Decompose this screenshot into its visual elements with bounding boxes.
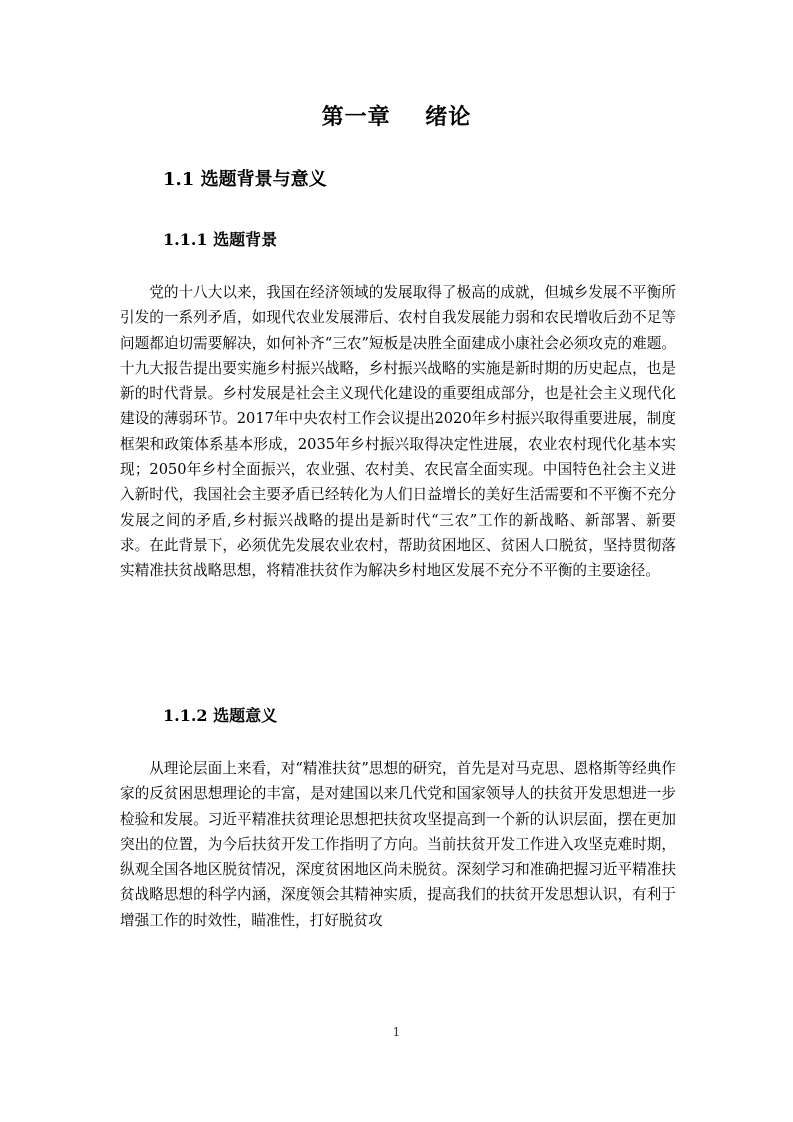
paragraph-background: 党的十八大以来，我国在经济领域的发展取得了极高的成就，但城乡发展不平衡所引发的一系列矛盾，如现代农业发展滞后、农村自我发展能力弱和农民增收后劲不足等问题都迫切需要解决，如何补齐“三农”短板是决胜全面建成小康社会必须攻克的难题。十九大报告提出要实施乡村振兴战略，乡村振兴战略的实施是新时期的历史起点，也是新的时代背景。乡村发展是社会主义现代化建设的重要组成部分，也是社会主义现代化建设的薄弱环节。2017年中央农村工作会议提出2020年乡村振兴取得重要进展，制度框架和政策体系基本形成，2035年乡村振兴取得决定性进展，农业农村现代化基本实现；2050年乡村全面振兴，农业强、农村美、农民富全面实现。中国特色社会主义进入新时代，我国社会主要矛盾已经转化为人们日益增长的美好生活需要和不平衡不充分发展之间的矛盾,乡村振兴战略的提出是新时代“三农”工作的新战略、新部署、新要求。在此背景下，必须优先发展农业农村，帮助贫困地区、贫困人口脱贫，坚持贯彻落实精准扶贫战略思想，将精准扶贫作为解决乡村地区发展不充分不平衡的主要途径。: [120, 284, 676, 580]
paragraph-significance: 从理论层面上来看，对“精准扶贫”思想的研究，首先是对马克思、恩格斯等经典作家的反贫困思想理论的丰富，是对建国以来几代党和国家领导人的扶贫开发思想进一步检验和发展。习近平精准扶贫理论思想把扶贫攻坚提高到一个新的认识层面，摆在更加突出的位置，为今后扶贫开发工作指明了方向。当前扶贫开发工作进入攻坚克难时期，纵观全国各地区脱贫情况，深度贫困地区尚未脱贫。深刻学习和准确把握习近平精准扶贫战略思想的科学内涵，深度领会其精神实质，提高我们的扶贫开发思想认识，有利于增强工作的时效性，瞄准性，打好脱贫攻: [120, 760, 676, 929]
subsection-heading-significance: 1.1.2 选题意义: [163, 706, 278, 725]
section-heading: 1.1 选题背景与意义: [163, 169, 327, 190]
page-number: 1: [392, 1025, 401, 1039]
subsection-heading-background: 1.1.1 选题背景: [163, 230, 278, 249]
chapter-title: 第一章 绪论: [321, 105, 472, 130]
